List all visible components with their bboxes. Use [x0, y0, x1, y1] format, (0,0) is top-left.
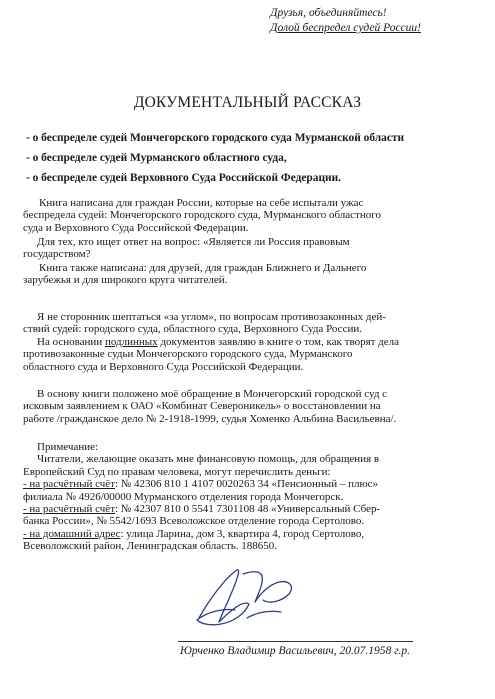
statement-line-2: ствий судей: городского суда, областного суда, Верховного Суда России.	[23, 323, 362, 336]
paragraph-intro	[23, 197, 460, 234]
intro-line-1: Книга написана для граждан России, которые на себе испытали ужас	[39, 197, 364, 209]
address-line-1	[23, 528, 460, 540]
documents-line-3: областного суда и Верховного Суда Российской Федерации.	[23, 360, 304, 373]
documents-line-2: противозаконные судьи Мончегорского городского суда, Мурманского	[23, 348, 353, 361]
signature-line	[178, 641, 413, 642]
subtitle-1: - о беспределе судей Мончегорского городского суда Мурманской области	[26, 132, 405, 144]
documents-underlined-word: подлинных	[104, 336, 158, 348]
statement-line-1: Я не сторонник шептаться «за углом», по вопросам противозаконных дей-	[37, 311, 386, 323]
subtitle-3: - о беспределе судей Верховного Суда Российской Федерации.	[26, 172, 341, 184]
question-line-1: Для тех, кто ищет ответ на вопрос: «Является ли Россия правовым	[37, 236, 350, 248]
lawsuit-line-1: В основу книги положено моё обращение в Мончегорский городской суд с	[37, 388, 388, 400]
documents-line-1-end: документов заявляю в книге о том, как творят дела	[157, 336, 400, 348]
slogan-line-1: Друзья, объединяйтесь!	[270, 7, 387, 19]
account-1-line-1	[23, 478, 460, 490]
account-1-text: : № 42306 810 1 4107 0020263 34 «Пенсионный – плюс»	[115, 478, 379, 491]
note-line-2: Европейский Суд по правам человека, могут перечислить деньги:	[23, 465, 331, 478]
address-text: : улица Ларина, дом 3, квартира 4, город Сертолово,	[120, 527, 365, 540]
paragraph-lawsuit	[23, 388, 460, 425]
documents-line-1-start: На основании	[37, 336, 105, 348]
account-1-label: - на расчётный счёт	[23, 478, 115, 491]
paragraph-question	[23, 236, 460, 261]
handwritten-signature	[185, 560, 305, 640]
account-2-line-1	[23, 503, 460, 515]
account-2-label: - на расчётный счёт	[23, 503, 115, 516]
documents-line-1	[23, 336, 460, 348]
address-label: - на домашний адрес	[23, 527, 121, 540]
intro-line-3: суда и Верховного Суда Российской Федерации.	[23, 221, 249, 234]
note-heading: Примечание:	[37, 441, 99, 453]
paragraph-statement	[23, 311, 460, 336]
intro-line-2: беспредела судей: Мончегорского городского суда, Мурманского областного	[23, 209, 381, 222]
document-title: ДОКУМЕНТАЛЬНЫЙ РАССКАЗ	[133, 94, 362, 111]
paragraph-audience	[23, 262, 460, 287]
paragraph-documents	[23, 336, 460, 373]
note-section	[23, 441, 460, 553]
question-line-2: государством?	[23, 248, 91, 261]
slogan	[270, 6, 421, 36]
lawsuit-line-3: работе /гражданское дело № 2-1918-1999, судья Хоменко Альбина Васильевна/.	[23, 412, 397, 425]
audience-line-2: зарубежья и для широкого круга читателей.	[23, 274, 228, 287]
account-1-line-2: филиала № 4926/00000 Мурманского отделения города Мончегорск.	[23, 490, 344, 503]
lawsuit-line-2: исковым заявлением к ОАО «Комбинат Североникель» о восстановлении на	[23, 400, 381, 413]
account-2-line-2: банка России», № 5542/1693 Всеволожское отделение города Сертолово.	[23, 515, 365, 528]
slogan-line-2: Долой беспредел судей России!	[270, 22, 421, 34]
audience-line-1: Книга также написана: для друзей, для граждан Ближнего и Дальнего	[39, 262, 367, 274]
subtitle-2: - о беспределе судей Мурманского областного суда,	[26, 152, 287, 164]
author-footer: Юрченко Владимир Васильевич, 20.07.1958 г.р.	[180, 645, 410, 657]
note-line-1: Читатели, желающие оказать мне финансовую помощь, для обращения в	[37, 453, 380, 466]
address-line-2: Всеволожский район, Ленинградская область. 188650.	[23, 540, 278, 553]
account-2-text: : № 42307 810 0 5541 7301108 48 «Универсальный Сбер-	[115, 503, 381, 516]
